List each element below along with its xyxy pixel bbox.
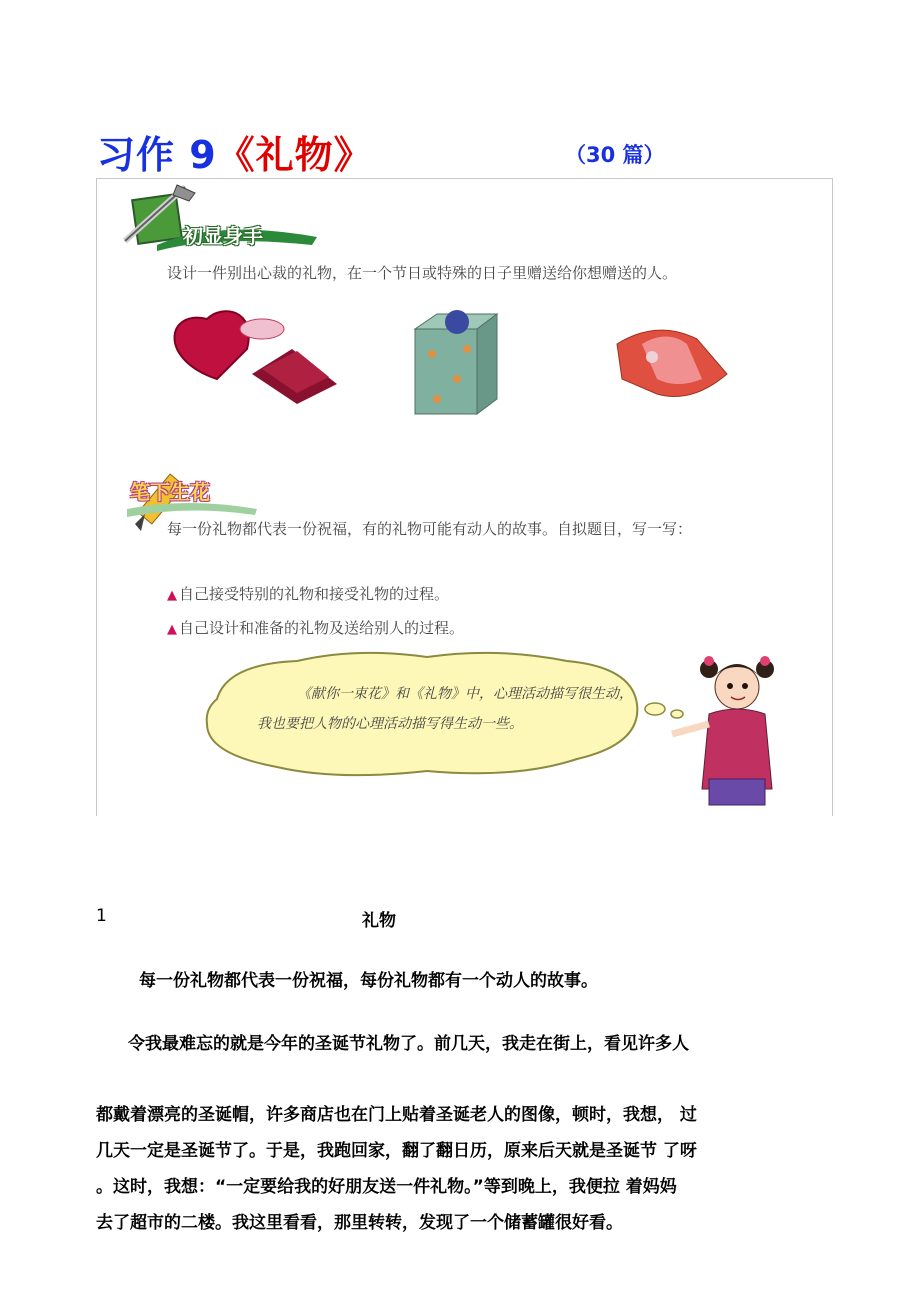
textbook-illustration [96,178,833,816]
bullet-item [167,583,449,604]
triangle-bullet-icon: ▲ [167,622,177,637]
heart-gift-image [175,311,338,404]
page-title [97,124,373,179]
essay-line: 去了超市的二楼。我这里看看，那里转转，发现了一个储蓄罐很好看。 [96,1213,623,1233]
essay-count: （30 篇） [565,143,665,167]
bubble-text: 《献你一束花》和《礼物》中，心理活动描写很生动，我也要把人物的心理活动描写得生动一些。 [257,686,633,732]
essay-number: 1 [96,906,107,926]
bullet-text: 自己接受特别的礼物和接受礼物的过程。 [179,585,450,603]
essay-title: 礼物 [362,911,396,931]
section1-label: 初显身手 [183,224,263,248]
triangle-bullet-icon: ▲ [167,588,177,603]
bullet-text: 自己设计和准备的礼物及送给别人的过程。 [179,619,465,637]
essay-line: 。这时，我想：“一定要给我的好朋友送一件礼物。”等到晚上，我便拉 着妈妈 [96,1177,677,1197]
essay-paragraph-1: 每一份礼物都代表一份祝福，每份礼物都有一个动人的故事。 [139,971,598,991]
title-prefix: 习作 9 [97,133,217,177]
bullet-item [167,617,464,638]
girl-illustration [672,656,774,805]
red-box-gift-image [617,330,727,396]
title-quoted: 《礼物》 [216,133,373,177]
box-gift-image [415,310,497,414]
essay-line: 都戴着漂亮的圣诞帽，许多商店也在门上贴着圣诞老人的图像，顿时，我想， 过 [96,1105,697,1125]
section2-label: 笔下生花 [130,480,210,504]
essay-paragraph-2-first-line: 令我最难忘的就是今年的圣诞节礼物了。前几天，我走在街上，看见许多人 [128,1034,689,1054]
essay-line: 几天一定是圣诞节了。于是，我跑回家，翻了翻日历，原来后天就是圣诞节 了呀 [96,1141,697,1161]
task2-text: 每一份礼物都代表一份祝福，有的礼物可能有动人的故事。自拟题目，写一写： [167,520,693,538]
task1-text: 设计一件别出心裁的礼物，在一个节日或特殊的日子里赠送给你想赠送的人。 [167,264,678,282]
